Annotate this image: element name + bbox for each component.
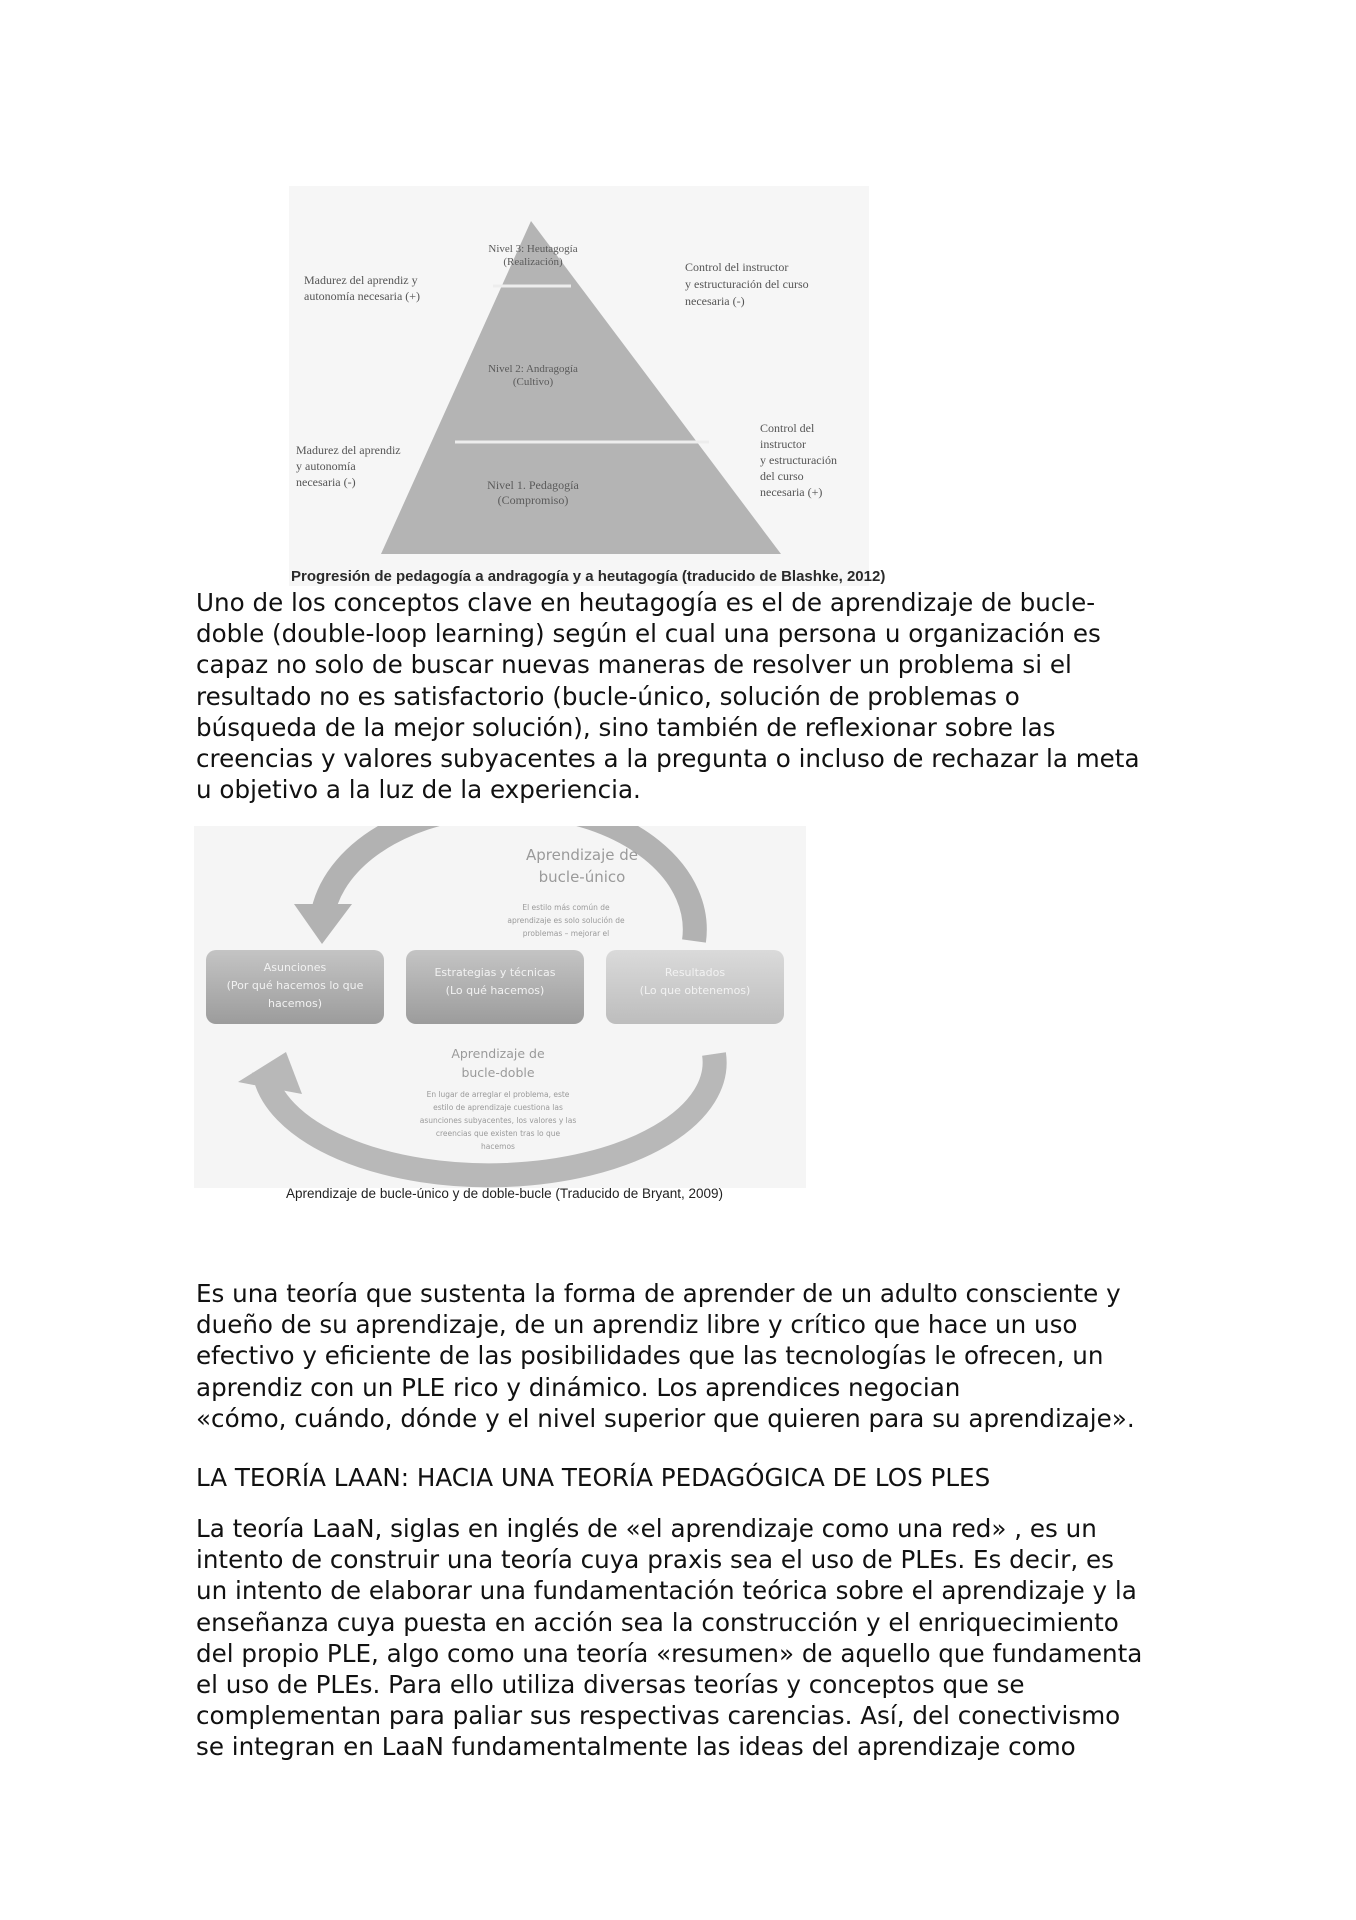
pyramid-figure bbox=[289, 186, 869, 586]
paragraph-2 bbox=[196, 1278, 1176, 1434]
paragraph-1 bbox=[196, 587, 1176, 805]
level2-name: Nivel 2: Andragogía bbox=[488, 363, 578, 375]
text-line: doble (double-loop learning) según el cual una persona u organización es bbox=[196, 619, 1101, 649]
results-title: Resultados bbox=[664, 966, 726, 979]
text-line: se integran en LaaN fundamentalmente las ideas del aprendizaje como bbox=[196, 1732, 1076, 1762]
text-line: «cómo, cuándo, dónde y el nivel superior que quieren para su aprendizaje». bbox=[196, 1403, 1135, 1433]
level3-sub: (Realización) bbox=[503, 256, 563, 268]
right-top-line3: necesaria (-) bbox=[685, 294, 745, 308]
left-bottom-line1: Madurez del aprendiz bbox=[296, 443, 401, 457]
assumptions-title: Asunciones bbox=[263, 961, 327, 974]
double-loop-desc2: estilo de aprendizaje cuestiona las bbox=[433, 1103, 563, 1112]
text-line: creencias y valores subyacentes a la pregunta o incluso de rechazar la meta bbox=[196, 744, 1140, 774]
left-top-line1: Madurez del aprendiz y bbox=[304, 273, 418, 287]
right-top-line1: Control del instructor bbox=[685, 260, 789, 274]
text-line: complementan para paliar sus respectivas carencias. Así, del conectivismo bbox=[196, 1701, 1121, 1731]
double-loop-desc3: asunciones subyacentes, los valores y las bbox=[419, 1116, 577, 1125]
right-bottom-line1: Control del bbox=[760, 421, 815, 435]
strategies-title: Estrategias y técnicas bbox=[434, 966, 556, 979]
results-sub: (Lo que obtenemos) bbox=[639, 984, 751, 997]
single-loop-title1: Aprendizaje de bbox=[525, 846, 639, 864]
double-loop-desc5: hacemos bbox=[481, 1142, 515, 1151]
double-loop-title1: Aprendizaje de bbox=[451, 1046, 545, 1061]
right-bottom-line5: necesaria (+) bbox=[760, 485, 823, 499]
text-line: u objetivo a la luz de la experiencia. bbox=[196, 775, 641, 805]
strategies-sub: (Lo qué hacemos) bbox=[445, 984, 545, 997]
assumptions-sub2: hacemos) bbox=[268, 997, 322, 1010]
text-line: intento de construir una teoría cuya praxis sea el uso de PLEs. Es decir, es bbox=[196, 1545, 1114, 1575]
right-bottom-line4: del curso bbox=[760, 469, 804, 483]
text-line: dueño de su aprendizaje, de un aprendiz libre y crítico que hace un uso bbox=[196, 1310, 1078, 1340]
text-line: búsqueda de la mejor solución), sino también de reflexionar sobre las bbox=[196, 712, 1056, 742]
text-line: Uno de los conceptos clave en heutagogía es el de aprendizaje de bucle- bbox=[196, 588, 1096, 617]
level1-name: Nivel 1. Pedagogía bbox=[487, 478, 579, 492]
double-loop-desc1: En lugar de arreglar el problema, este bbox=[426, 1090, 570, 1099]
figure1-caption: Progresión de pedagogía a andragogía y a heutagogía (traducido de Blashke, 2012) bbox=[291, 568, 886, 585]
text-line: del propio PLE, algo como una teoría «resumen» de aquello que fundamenta bbox=[196, 1638, 1143, 1668]
right-bottom-line3: y estructuración bbox=[760, 453, 837, 467]
figure2-caption: Aprendizaje de bucle-único y de doble-bucle (Traducido de Bryant, 2009) bbox=[286, 1186, 724, 1201]
single-loop-title2: bucle-único bbox=[538, 868, 626, 886]
right-top-line2: y estructuración del curso bbox=[685, 277, 809, 291]
assumptions-sub1: (Por qué hacemos lo que bbox=[226, 979, 364, 992]
text-line: el uso de PLEs. Para ello utiliza diversas teorías y conceptos que se bbox=[196, 1670, 1025, 1700]
text-line: capaz no solo de buscar nuevas maneras de resolver un problema si el bbox=[196, 650, 1072, 680]
text-line: efectivo y eficiente de las posibilidades que las tecnologías le ofrecen, un bbox=[196, 1341, 1104, 1371]
right-bottom-line2: instructor bbox=[760, 437, 806, 451]
loop-learning-figure bbox=[194, 826, 806, 1188]
text-line: un intento de elaborar una fundamentación teórica sobre el aprendizaje y la bbox=[196, 1576, 1137, 1606]
single-loop-desc1: El estilo más común de bbox=[522, 903, 610, 912]
left-bottom-line2: y autonomía bbox=[296, 459, 356, 473]
level1-sub: (Compromiso) bbox=[497, 493, 569, 507]
level3-name: Nivel 3: Heutagogía bbox=[488, 243, 578, 255]
single-loop-desc2: aprendizaje es solo solución de bbox=[507, 916, 625, 925]
paragraph-3 bbox=[196, 1513, 1176, 1763]
text-line: Es una teoría que sustenta la forma de aprender de un adulto consciente y bbox=[196, 1279, 1121, 1308]
text-line: enseñanza cuya puesta en acción sea la construcción y el enriquecimiento bbox=[196, 1607, 1119, 1637]
text-line: La teoría LaaN, siglas en inglés de «el aprendizaje como una red» , es un bbox=[196, 1514, 1097, 1543]
text-line: aprendiz con un PLE rico y dinámico. Los aprendices negocian bbox=[196, 1372, 961, 1402]
double-loop-desc4: creencias que existen tras lo que bbox=[435, 1129, 561, 1138]
left-top-line2: autonomía necesaria (+) bbox=[304, 289, 421, 303]
level2-sub: (Cultivo) bbox=[512, 376, 554, 388]
single-loop-desc3: problemas – mejorar el bbox=[522, 929, 610, 938]
section-heading: LA TEORÍA LAAN: HACIA UNA TEORÍA PEDAGÓGICA DE LOS PLES bbox=[196, 1463, 991, 1492]
left-bottom-line3: necesaria (-) bbox=[296, 475, 356, 489]
text-line: resultado no es satisfactorio (bucle-único, solución de problemas o bbox=[196, 681, 1020, 711]
double-loop-title2: bucle-doble bbox=[461, 1065, 535, 1080]
